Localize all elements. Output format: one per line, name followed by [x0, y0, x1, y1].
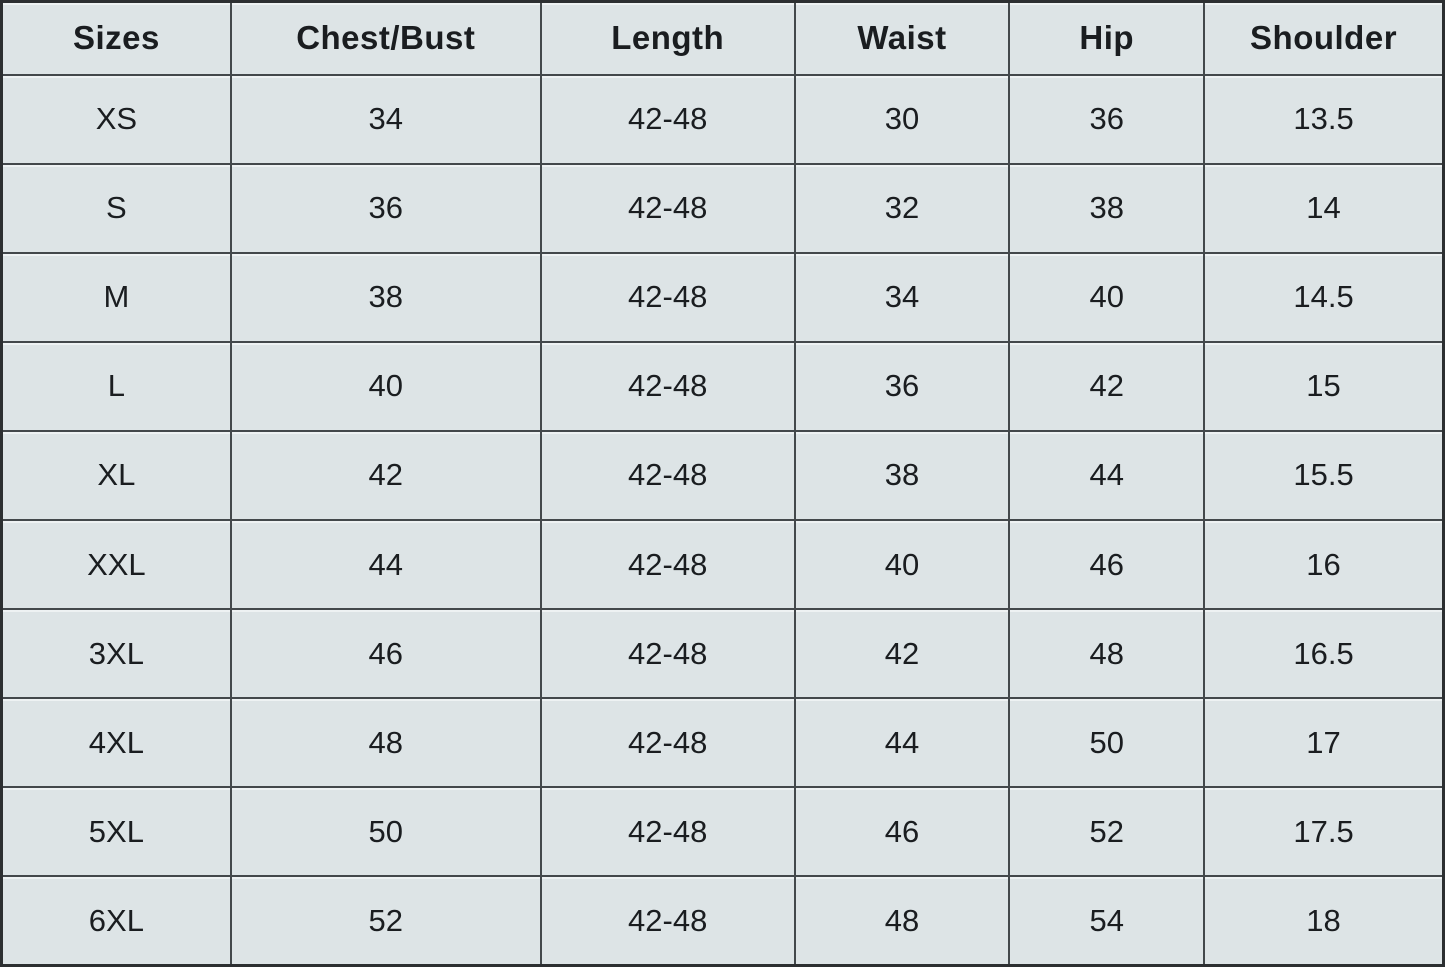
- measurement-cell: 42-48: [541, 75, 795, 164]
- measurement-cell: 46: [795, 787, 1010, 876]
- measurement-cell: 36: [1009, 75, 1204, 164]
- header-row: [2, 2, 1444, 75]
- table-row: [2, 431, 1444, 520]
- measurement-cell: 34: [795, 253, 1010, 342]
- measurement-cell: 42: [795, 609, 1010, 698]
- column-header-hip: Hip: [1009, 2, 1204, 75]
- measurement-cell: 15: [1204, 342, 1443, 431]
- measurement-cell: 42-48: [541, 342, 795, 431]
- measurement-cell: 13.5: [1204, 75, 1443, 164]
- measurement-cell: 48: [231, 698, 541, 787]
- measurement-cell: 44: [231, 520, 541, 609]
- measurement-cell: 38: [1009, 164, 1204, 253]
- column-header-shoulder: Shoulder: [1204, 2, 1443, 75]
- table-row: [2, 698, 1444, 787]
- measurement-cell: 46: [231, 609, 541, 698]
- column-header-length: Length: [541, 2, 795, 75]
- measurement-cell: 34: [231, 75, 541, 164]
- measurement-cell: 42-48: [541, 253, 795, 342]
- column-header-chest: Chest/Bust: [231, 2, 541, 75]
- measurement-cell: 17: [1204, 698, 1443, 787]
- table-row: [2, 164, 1444, 253]
- table-row: [2, 876, 1444, 965]
- size-label-cell: 5XL: [2, 787, 231, 876]
- measurement-cell: 42: [231, 431, 541, 520]
- measurement-cell: 44: [1009, 431, 1204, 520]
- measurement-cell: 15.5: [1204, 431, 1443, 520]
- size-label-cell: M: [2, 253, 231, 342]
- measurement-cell: 40: [1009, 253, 1204, 342]
- table-row: [2, 609, 1444, 698]
- size-label-cell: 4XL: [2, 698, 231, 787]
- measurement-cell: 46: [1009, 520, 1204, 609]
- measurement-cell: 14.5: [1204, 253, 1443, 342]
- measurement-cell: 50: [231, 787, 541, 876]
- column-header-sizes: Sizes: [2, 2, 231, 75]
- measurement-cell: 42-48: [541, 609, 795, 698]
- size-label-cell: 3XL: [2, 609, 231, 698]
- measurement-cell: 36: [795, 342, 1010, 431]
- measurement-cell: 50: [1009, 698, 1204, 787]
- size-label-cell: L: [2, 342, 231, 431]
- measurement-cell: 40: [795, 520, 1010, 609]
- measurement-cell: 52: [1009, 787, 1204, 876]
- measurement-cell: 42: [1009, 342, 1204, 431]
- measurement-cell: 40: [231, 342, 541, 431]
- measurement-cell: 16: [1204, 520, 1443, 609]
- measurement-cell: 18: [1204, 876, 1443, 965]
- measurement-cell: 48: [1009, 609, 1204, 698]
- measurement-cell: 16.5: [1204, 609, 1443, 698]
- measurement-cell: 52: [231, 876, 541, 965]
- measurement-cell: 36: [231, 164, 541, 253]
- table-body: [2, 75, 1444, 966]
- size-label-cell: XS: [2, 75, 231, 164]
- size-label-cell: XXL: [2, 520, 231, 609]
- measurement-cell: 42-48: [541, 698, 795, 787]
- table-row: [2, 787, 1444, 876]
- size-label-cell: S: [2, 164, 231, 253]
- measurement-cell: 48: [795, 876, 1010, 965]
- measurement-cell: 42-48: [541, 164, 795, 253]
- table-row: [2, 253, 1444, 342]
- measurement-cell: 38: [231, 253, 541, 342]
- measurement-cell: 17.5: [1204, 787, 1443, 876]
- measurement-cell: 44: [795, 698, 1010, 787]
- measurement-cell: 42-48: [541, 520, 795, 609]
- measurement-cell: 14: [1204, 164, 1443, 253]
- measurement-cell: 32: [795, 164, 1010, 253]
- measurement-cell: 54: [1009, 876, 1204, 965]
- column-header-waist: Waist: [795, 2, 1010, 75]
- measurement-cell: 30: [795, 75, 1010, 164]
- measurement-cell: 38: [795, 431, 1010, 520]
- table-row: [2, 75, 1444, 164]
- table-row: [2, 520, 1444, 609]
- measurement-cell: 42-48: [541, 876, 795, 965]
- measurement-cell: 42-48: [541, 787, 795, 876]
- table-header: [2, 2, 1444, 75]
- measurement-cell: 42-48: [541, 431, 795, 520]
- size-label-cell: 6XL: [2, 876, 231, 965]
- table-row: [2, 342, 1444, 431]
- size-label-cell: XL: [2, 431, 231, 520]
